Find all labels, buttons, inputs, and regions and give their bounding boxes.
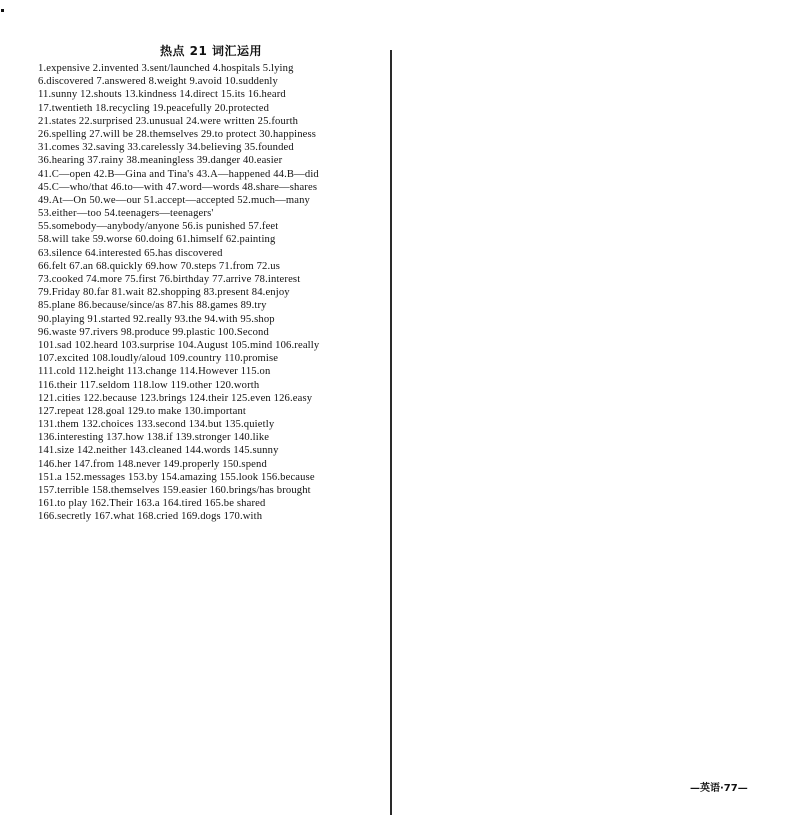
answer-line: 66.felt 67.an 68.quickly 69.how 70.steps 71.from 72.us (38, 260, 281, 272)
answer-line: 17.twentieth 18.recycling 19.peacefully 20.protected (38, 102, 270, 114)
answer-line: 107.excited 108.loudly/aloud 109.country 110.promise (38, 353, 279, 365)
answer-line: 58.will take 59.worse 60.doing 61.himself 62.painting (38, 234, 276, 246)
answer-line: 161.to play 162.Their 163.a 164.tired 165.be shared (38, 498, 266, 510)
answer-line: 55.somebody—anybody/anyone 56.is punished 57.feet (38, 221, 279, 233)
answer-line: 31.comes 32.saving 33.carelessly 34.believing 35.founded (38, 142, 294, 154)
section-title: 热点 21 词汇运用 (159, 44, 263, 58)
answer-line: 127.repeat 128.goal 129.to make 130.important (38, 405, 246, 417)
answer-list (38, 62, 390, 524)
answer-line: 141.size 142.neither 143.cleaned 144.words 145.sunny (38, 445, 279, 457)
answer-line: 146.her 147.from 148.never 149.properly 150.spend (38, 458, 267, 470)
answer-line: 116.their 117.seldom 118.low 119.other 120.worth (38, 379, 260, 391)
answer-line: 136.interesting 137.how 138.if 139.stronger 140.like (38, 432, 270, 444)
answer-line: 73.cooked 74.more 75.first 76.birthday 77.arrive 78.interest (38, 274, 301, 285)
column-divider (390, 50, 392, 815)
answer-line: 6.discovered 7.answered 8.weight 9.avoid 10.suddenly (38, 76, 278, 88)
answer-line: 79.Friday 80.far 81.wait 82.shopping 83.present 84.enjoy (38, 287, 290, 299)
answer-line: 63.silence 64.interested 65.has discovered (38, 247, 223, 259)
answer-line: 111.cold 112.height 113.change 114.However 115.on (38, 366, 271, 378)
answer-line: 53.either—too 54.teenagers—teenagers' (38, 208, 214, 220)
answer-line: 85.plane 86.because/since/as 87.his 88.games 89.try (38, 300, 267, 312)
page-footer: —英语·77— (690, 783, 748, 794)
answer-line: 11.sunny 12.shouts 13.kindness 14.direct 15.its 16.heard (38, 89, 286, 101)
answer-line: 101.sad 102.heard 103.surprise 104.August 105.mind 106.really (38, 339, 320, 351)
answer-line: 1.expensive 2.invented 3.sent/launched 4.hospitals 5.lying (38, 63, 294, 74)
answer-line: 151.a 152.messages 153.by 154.amazing 155.look 156.because (38, 471, 315, 483)
answer-line: 121.cities 122.because 123.brings 124.their 125.even 126.easy (38, 392, 313, 404)
answer-line: 90.playing 91.started 92.really 93.the 94.with 95.shop (38, 313, 275, 325)
answer-line: 49.At—On 50.we—our 51.accept—accepted 52.much—many (38, 194, 310, 206)
answer-line: 45.C—who/that 46.to—with 47.word—words 48.share—shares (38, 181, 318, 193)
answer-line: 36.hearing 37.rainy 38.meaningless 39.danger 40.easier (38, 155, 283, 167)
answer-line: 131.them 132.choices 133.second 134.but 135.quietly (38, 419, 275, 431)
answer-line: 41.C—open 42.B—Gina and Tina's 43.A—happened 44.B—did (38, 168, 319, 180)
answer-line: 96.waste 97.rivers 98.produce 99.plastic 100.Second (38, 326, 269, 338)
answer-line: 21.states 22.surprised 23.unusual 24.were written 25.fourth (38, 115, 299, 127)
answer-line: 166.secretly 167.what 168.cried 169.dogs 170.with (38, 511, 263, 523)
answer-line: 26.spelling 27.will be 28.themselves 29.to protect 30.happiness (38, 128, 317, 140)
answer-line: 157.terrible 158.themselves 159.easier 160.brings/has brought (38, 485, 311, 496)
corner-mark (1, 9, 4, 12)
